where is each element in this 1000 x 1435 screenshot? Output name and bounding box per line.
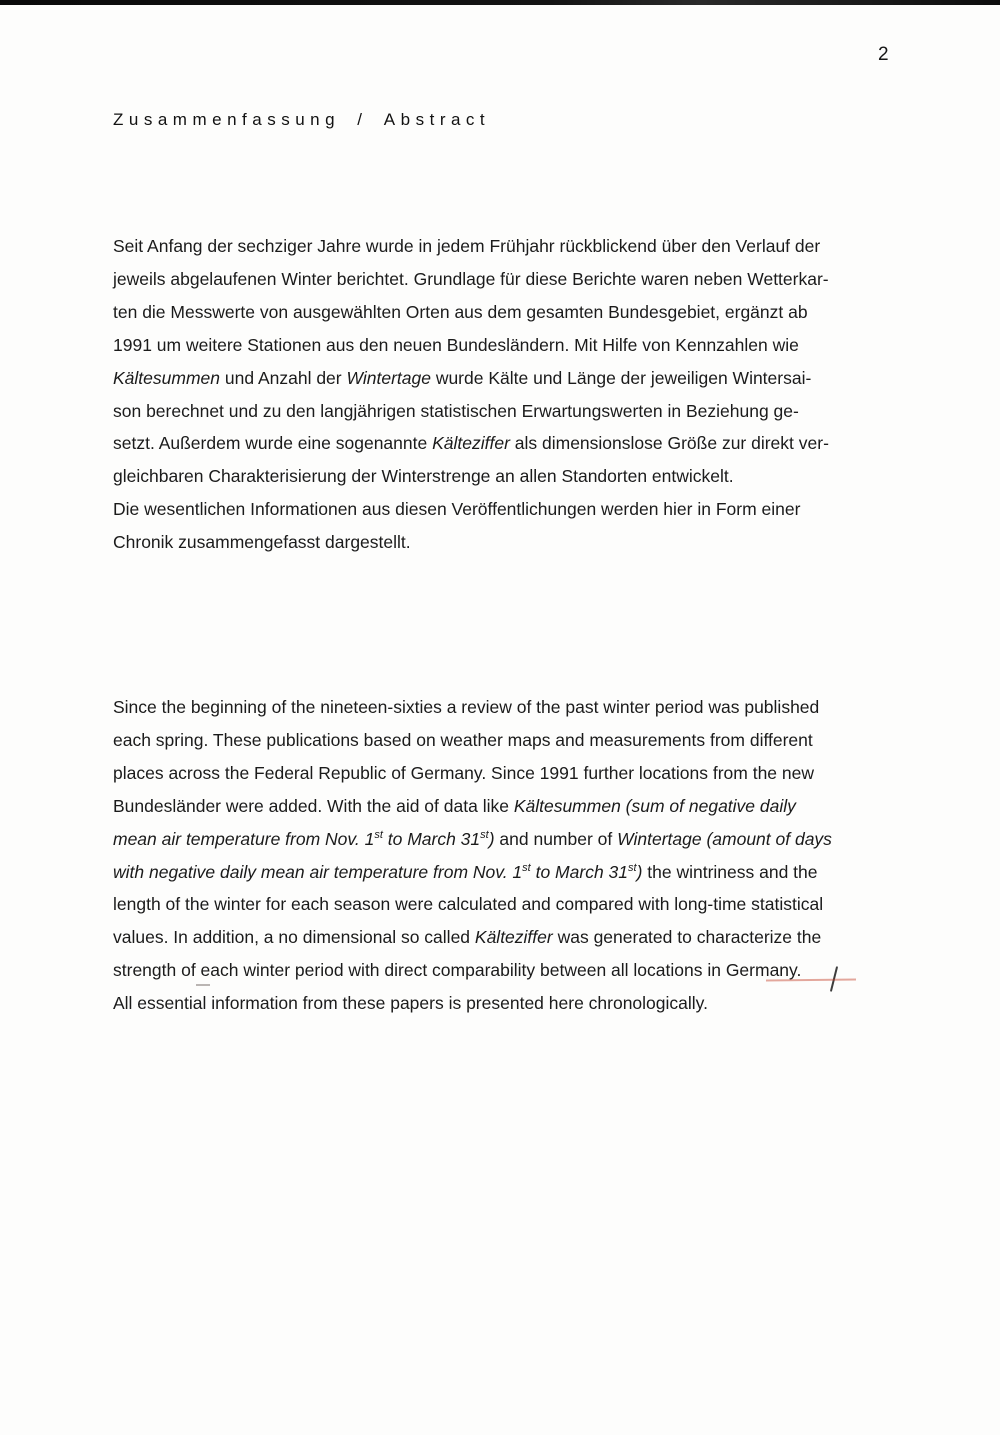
text-line: length of the winter for each season were calculated and compared with long-time statistical — [113, 894, 824, 915]
text-line: strength of each winter period with direct comparability between all locations in Germany. — [113, 960, 802, 981]
text-line: mean air temperature from Nov. 1st to March 31st) and number of Wintertage (amount of days — [113, 828, 832, 849]
text-line: Die wesentlichen Informationen aus diesen Veröffentlichungen werden hier in Form einer — [113, 499, 801, 520]
text-line: Kältesummen und Anzahl der Wintertage wurde Kälte und Länge der jeweiligen Wintersai- — [113, 367, 812, 388]
pen-mark-small-dash — [196, 984, 210, 986]
abstract-german-paragraph — [113, 230, 913, 559]
text-line: Chronik zusammengefasst dargestellt. — [113, 532, 411, 553]
text-line: setzt. Außerdem wurde eine sogenannte Kälteziffer als dimensionslose Größe zur direkt ver- — [113, 433, 829, 454]
text-line: places across the Federal Republic of Germany. Since 1991 further locations from the new — [113, 762, 814, 783]
text-line: each spring. These publications based on weather maps and measurements from different — [113, 729, 813, 750]
text-line: gleichbaren Charakterisierung der Winterstrenge an allen Standorten entwickelt. — [113, 466, 734, 487]
page-title: Zusammenfassung / Abstract — [113, 110, 491, 129]
text-line: Since the beginning of the nineteen-sixties a review of the past winter period was published — [113, 697, 820, 717]
page-number: 2 — [878, 44, 889, 65]
abstract-english-paragraph — [113, 691, 913, 1020]
scan-edge-artifact — [0, 0, 1000, 5]
text-line: with negative daily mean air temperature from Nov. 1st to March 31st) the wintriness and the — [113, 861, 818, 882]
text-line: Bundesländer were added. With the aid of data like Kältesummen (sum of negative daily — [113, 795, 796, 816]
text-line: jeweils abgelaufenen Winter berichtet. Grundlage für diese Berichte waren neben Wetterkar- — [113, 268, 829, 289]
text-line: son berechnet und zu den langjährigen statistischen Erwartungswerten in Beziehung ge- — [113, 400, 799, 421]
text-line: Seit Anfang der sechziger Jahre wurde in jedem Frühjahr rückblickend über den Verlauf der — [113, 236, 821, 256]
text-line: All essential information from these papers is presented here chronologically. — [113, 993, 708, 1014]
text-line: 1991 um weitere Stationen aus den neuen Bundesländern. Mit Hilfe von Kennzahlen wie — [113, 334, 799, 355]
text-line: ten die Messwerte von ausgewählten Orten aus dem gesamten Bundesgebiet, ergänzt ab — [113, 301, 808, 322]
text-line: values. In addition, a no dimensional so called Kälteziffer was generated to characterize the — [113, 927, 822, 948]
